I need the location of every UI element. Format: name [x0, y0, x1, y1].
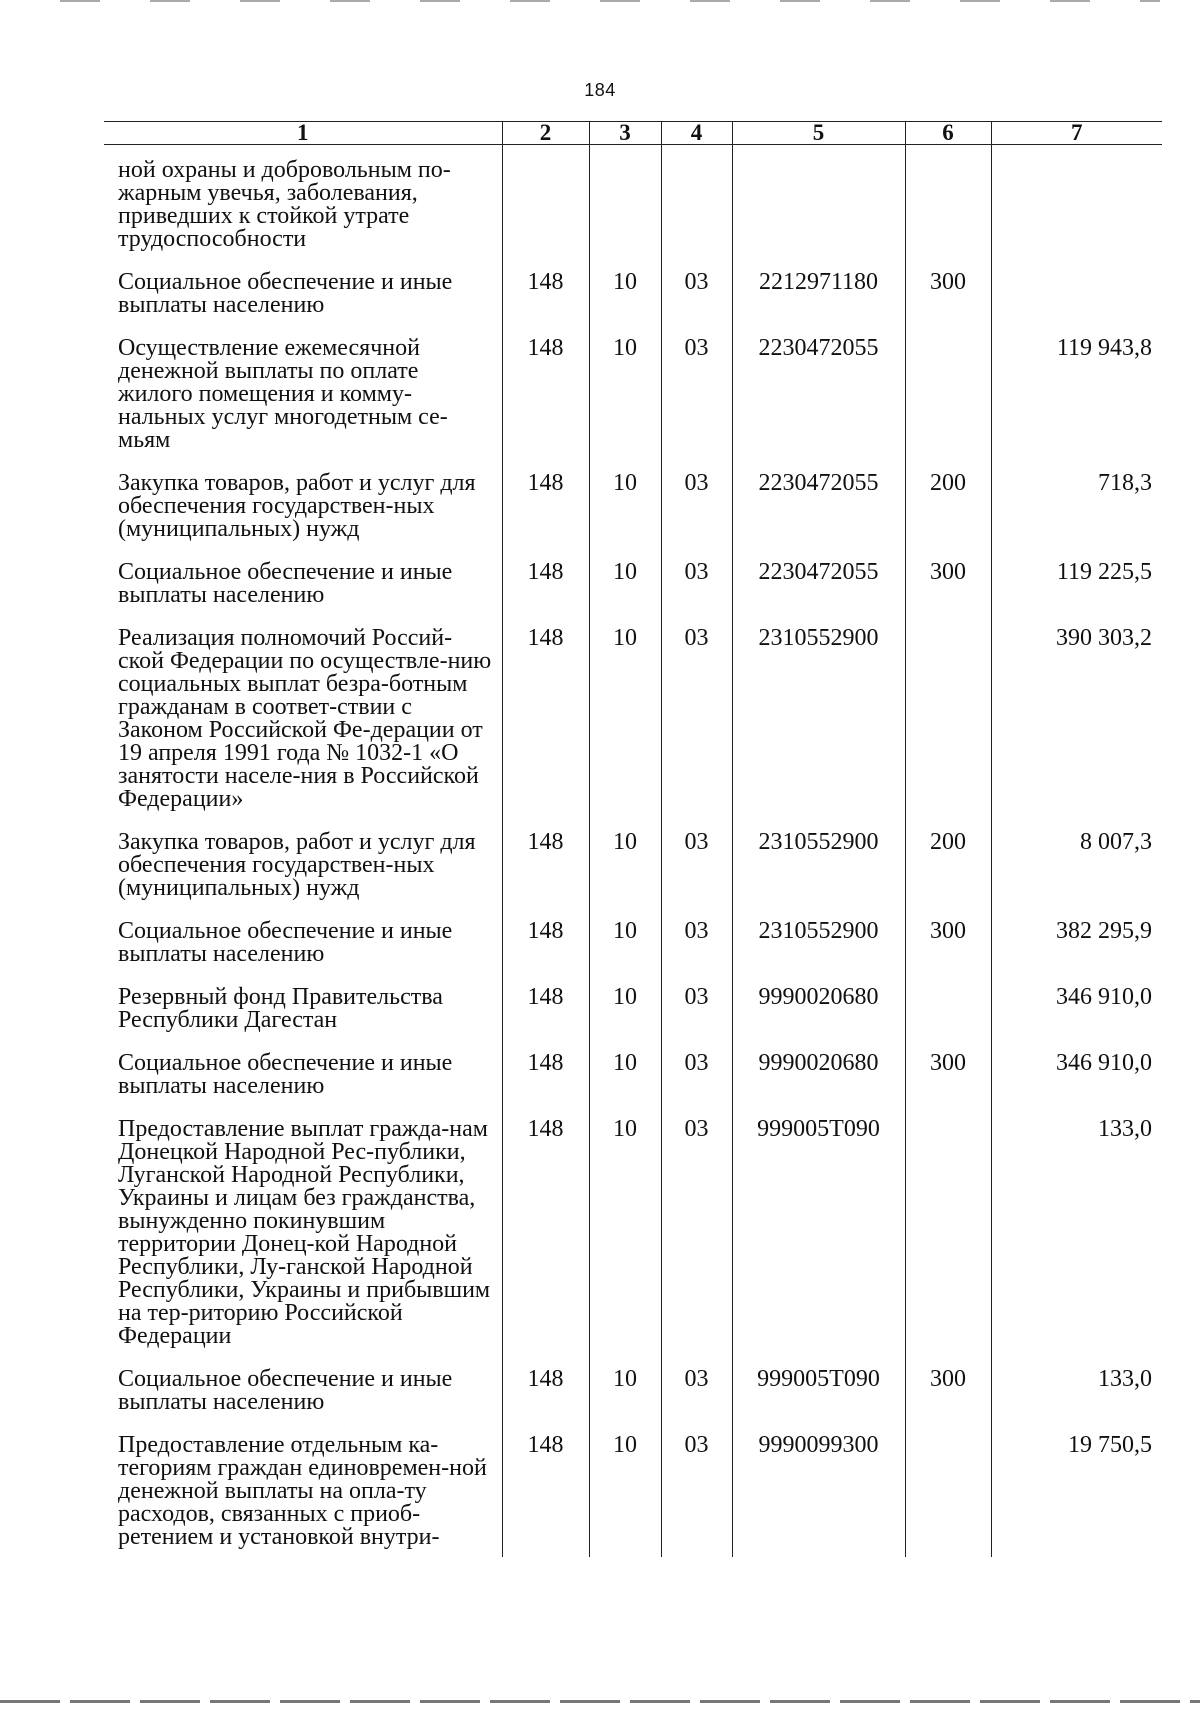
row-col-6 — [905, 1434, 991, 1557]
row-col-5: 2310552900 — [732, 627, 905, 831]
row-col-5: 2230472055 — [732, 561, 905, 627]
row-col-3: 10 — [589, 1052, 661, 1118]
row-col-4: 03 — [661, 472, 732, 561]
row-col-7-amount: 346 910,0 — [991, 986, 1162, 1052]
row-col-7-amount: 8 007,3 — [991, 831, 1162, 920]
row-col-7-amount — [991, 271, 1162, 337]
row-col-3: 10 — [589, 1368, 661, 1434]
row-col-2: 148 — [502, 1052, 589, 1118]
row-col-2: 148 — [502, 337, 589, 472]
row-col-2: 148 — [502, 627, 589, 831]
row-col-2 — [502, 145, 589, 272]
row-col-7-amount: 133,0 — [991, 1118, 1162, 1368]
row-col-3: 10 — [589, 986, 661, 1052]
row-col-6: 300 — [905, 1052, 991, 1118]
row-col-2: 148 — [502, 271, 589, 337]
row-col-5: 2310552900 — [732, 831, 905, 920]
row-col-4: 03 — [661, 627, 732, 831]
header-col-7: 7 — [991, 122, 1162, 145]
row-col-4: 03 — [661, 986, 732, 1052]
table-row — [104, 145, 1162, 272]
scan-artifact-top — [60, 0, 1160, 2]
row-col-3: 10 — [589, 337, 661, 472]
row-col-7-amount: 119 943,8 — [991, 337, 1162, 472]
table-row — [104, 831, 1162, 920]
row-col-7-amount: 390 303,2 — [991, 627, 1162, 831]
row-description: Социальное обеспечение и иные выплаты населению — [118, 269, 453, 318]
row-col-4: 03 — [661, 1434, 732, 1557]
table-row — [104, 1052, 1162, 1118]
row-col-6: 300 — [905, 920, 991, 986]
row-col-5: 2212971180 — [732, 271, 905, 337]
table-row — [104, 337, 1162, 472]
table-row — [104, 920, 1162, 986]
row-col-4: 03 — [661, 271, 732, 337]
scan-artifact-bottom — [0, 1700, 1200, 1703]
row-col-7-amount — [991, 145, 1162, 272]
row-col-7-amount: 718,3 — [991, 472, 1162, 561]
row-col-5: 9990020680 — [732, 1052, 905, 1118]
row-col-2: 148 — [502, 1368, 589, 1434]
table-row — [104, 271, 1162, 337]
row-col-5: 999005T090 — [732, 1368, 905, 1434]
table-header — [104, 122, 1162, 145]
row-col-3: 10 — [589, 561, 661, 627]
table-row — [104, 627, 1162, 831]
row-col-3: 10 — [589, 627, 661, 831]
header-col-1: 1 — [104, 122, 502, 145]
row-col-5 — [732, 145, 905, 272]
row-col-2: 148 — [502, 1118, 589, 1368]
row-col-2: 148 — [502, 920, 589, 986]
row-col-5: 999005T090 — [732, 1118, 905, 1368]
row-col-5: 9990099300 — [732, 1434, 905, 1557]
row-col-2: 148 — [502, 472, 589, 561]
row-description: Резервный фонд Правительства Республики Дагестан — [118, 984, 443, 1033]
row-col-3: 10 — [589, 920, 661, 986]
table-row — [104, 986, 1162, 1052]
row-col-5: 2310552900 — [732, 920, 905, 986]
row-col-5: 2230472055 — [732, 337, 905, 472]
row-col-7-amount: 119 225,5 — [991, 561, 1162, 627]
row-description: Предоставление отдельным ка-тегориям граждан единовремен-ной денежной выплаты на опла-ту расходов, связанных с приоб-ретением и установкой внутри- — [118, 1432, 487, 1550]
table-row — [104, 472, 1162, 561]
row-description: ной охраны и добровольным по-жарным увечья, заболевания, приведших к стойкой утрате трудоспособности — [118, 157, 451, 252]
row-col-7-amount: 382 295,9 — [991, 920, 1162, 986]
row-col-3: 10 — [589, 271, 661, 337]
row-col-6 — [905, 627, 991, 831]
row-col-5: 2230472055 — [732, 472, 905, 561]
header-col-4: 4 — [661, 122, 732, 145]
row-col-4: 03 — [661, 1118, 732, 1368]
row-col-6: 300 — [905, 1368, 991, 1434]
row-col-4: 03 — [661, 337, 732, 472]
row-description: Социальное обеспечение и иные выплаты населению — [118, 559, 453, 608]
row-col-6: 300 — [905, 271, 991, 337]
row-col-3 — [589, 145, 661, 272]
table-body — [104, 145, 1162, 1558]
header-row — [104, 122, 1162, 145]
page-number: 184 — [584, 80, 616, 100]
row-description: Закупка товаров, работ и услуг для обеспечения государствен-ных (муниципальных) нужд — [118, 829, 476, 901]
row-col-6: 200 — [905, 472, 991, 561]
header-col-3: 3 — [589, 122, 661, 145]
row-col-4: 03 — [661, 920, 732, 986]
row-description: Социальное обеспечение и иные выплаты населению — [118, 1366, 453, 1415]
header-col-5: 5 — [732, 122, 905, 145]
row-description: Социальное обеспечение и иные выплаты населению — [118, 1050, 453, 1099]
row-col-4: 03 — [661, 831, 732, 920]
header-col-6: 6 — [905, 122, 991, 145]
row-col-2: 148 — [502, 986, 589, 1052]
row-description: Предоставление выплат гражда-нам Донецкой Народной Рес-публики, Луганской Народной Республики, Украины и лицам без гражданства, вынужденно покинувшим территории Донец-кой Народной Республики, Лу-ганской Народной Республики, Украины и прибывшим на тер-риторию Российской Федерации — [118, 1116, 491, 1349]
table-row — [104, 1434, 1162, 1557]
row-col-3: 10 — [589, 472, 661, 561]
row-description: Реализация полномочий Россий-ской Федерации по осуществле-нию социальных выплат безра-ботным гражданам в соответ-ствии с Законом Российской Фе-дерации от 19 апреля 1991 года № 1032-1 «О занятости населе-ния в Российской Федерации» — [118, 625, 492, 812]
row-col-2: 148 — [502, 831, 589, 920]
row-col-6 — [905, 145, 991, 272]
row-col-4: 03 — [661, 1052, 732, 1118]
row-col-4: 03 — [661, 1368, 732, 1434]
row-col-6: 200 — [905, 831, 991, 920]
row-col-4 — [661, 145, 732, 272]
row-col-6 — [905, 1118, 991, 1368]
row-col-3: 10 — [589, 1434, 661, 1557]
table-row — [104, 561, 1162, 627]
row-col-3: 10 — [589, 1118, 661, 1368]
row-col-4: 03 — [661, 561, 732, 627]
row-col-7-amount: 133,0 — [991, 1368, 1162, 1434]
row-description: Социальное обеспечение и иные выплаты населению — [118, 918, 453, 967]
row-col-7-amount: 346 910,0 — [991, 1052, 1162, 1118]
table-row — [104, 1368, 1162, 1434]
header-col-2: 2 — [502, 122, 589, 145]
row-col-6 — [905, 986, 991, 1052]
table-row — [104, 1118, 1162, 1368]
row-col-6 — [905, 337, 991, 472]
row-col-5: 9990020680 — [732, 986, 905, 1052]
row-col-3: 10 — [589, 831, 661, 920]
row-description: Осуществление ежемесячной денежной выплаты по оплате жилого помещения и комму-нальных услуг многодетным се-мьям — [118, 335, 448, 453]
row-col-6: 300 — [905, 561, 991, 627]
row-col-2: 148 — [502, 561, 589, 627]
row-col-7-amount: 19 750,5 — [991, 1434, 1162, 1557]
row-description: Закупка товаров, работ и услуг для обеспечения государствен-ных (муниципальных) нужд — [118, 470, 476, 542]
row-col-2: 148 — [502, 1434, 589, 1557]
budget-table — [104, 121, 1162, 1557]
